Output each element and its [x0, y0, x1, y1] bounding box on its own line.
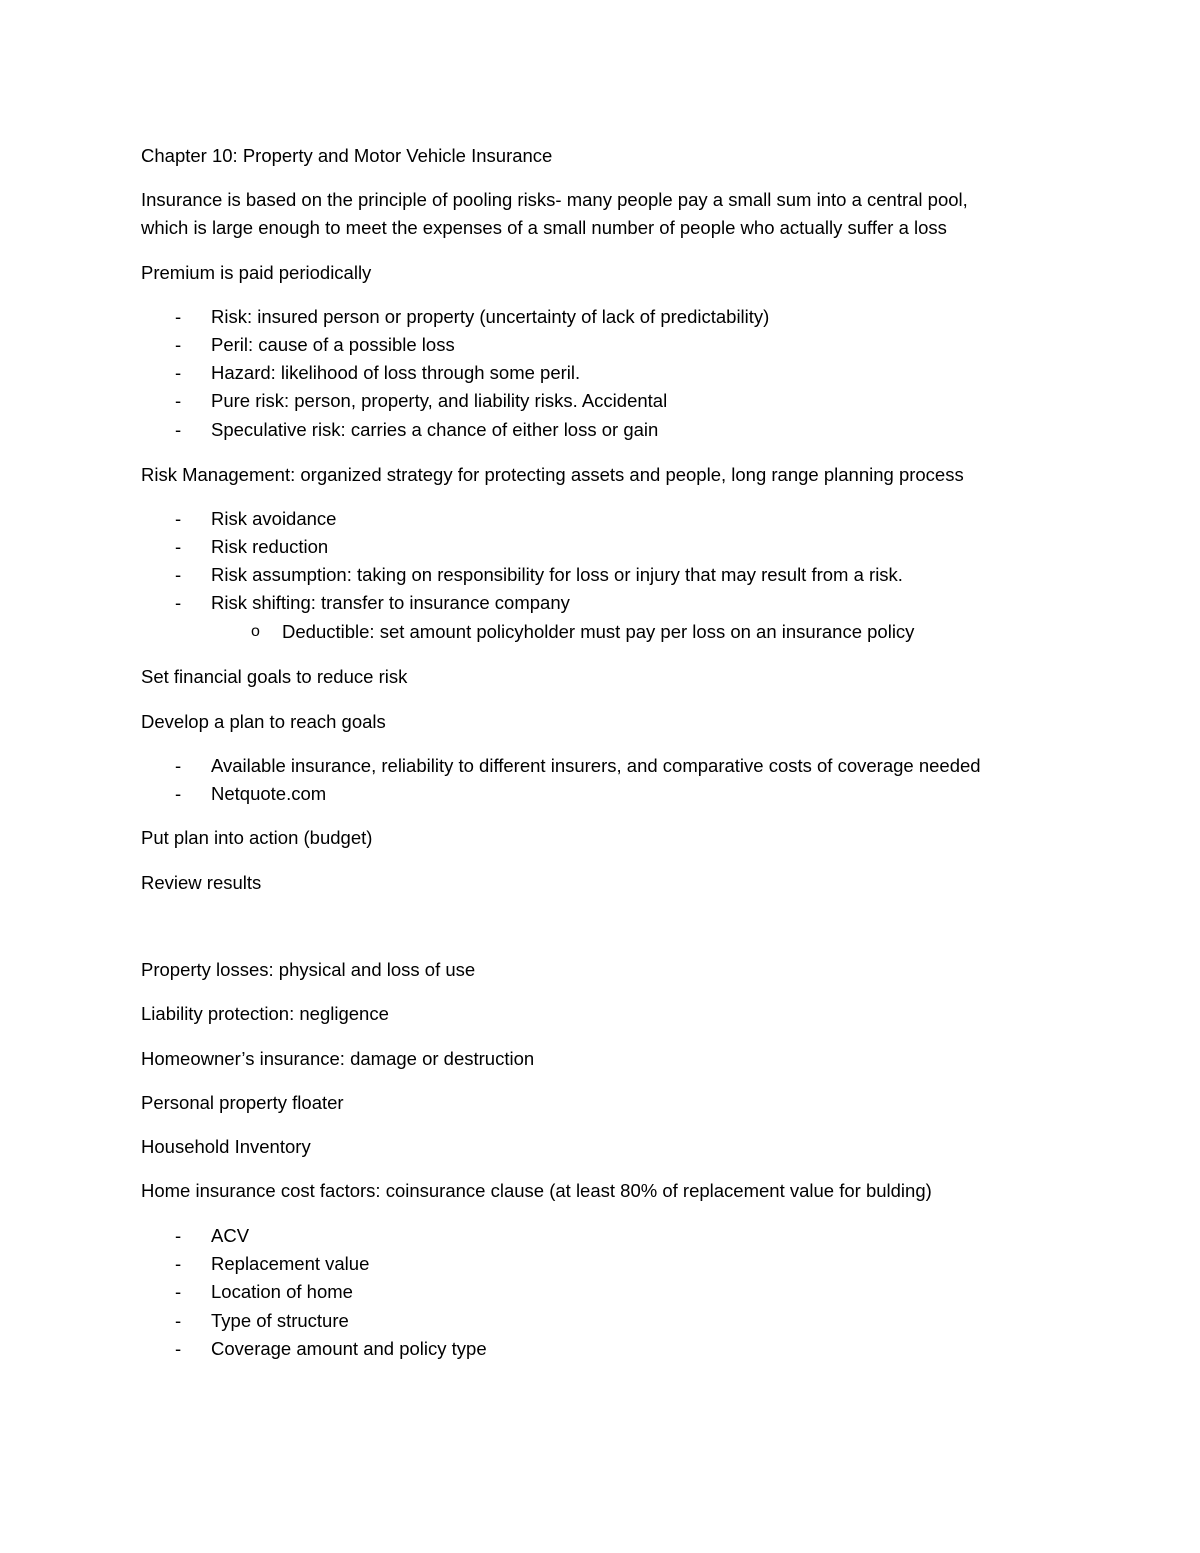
inventory-text: Household Inventory [141, 1136, 311, 1157]
sub-bullet-marker: o [251, 623, 260, 640]
bullet-marker: - [175, 390, 182, 411]
list-item-location: Location of home [211, 1281, 353, 1302]
list-item-risk: Risk: insured person or property (uncertainty of lack of predictability) [211, 306, 770, 327]
property-losses-text: Property losses: physical and loss of use [141, 959, 476, 980]
list-item-peril: Peril: cause of a possible loss [211, 334, 455, 355]
list-item-available-insurance: Available insurance, reliability to different insurers, and comparative costs of coverage needed [211, 755, 981, 776]
list-item-risk-shifting: Risk shifting: transfer to insurance company [211, 592, 570, 613]
review-text: Review results [141, 872, 262, 893]
list-item-risk-avoidance: Risk avoidance [211, 508, 337, 529]
list-item-risk-assumption: Risk assumption: taking on responsibility for loss or injury that may result from a risk. [211, 564, 903, 585]
bullet-marker: - [175, 1225, 182, 1246]
bullet-marker: - [175, 755, 182, 776]
bullet-marker: - [175, 508, 182, 529]
bullet-marker: - [175, 1281, 182, 1302]
list-item-replacement-value: Replacement value [211, 1253, 370, 1274]
bullet-marker: - [175, 362, 182, 383]
bullet-marker: - [175, 1310, 182, 1331]
bullet-marker: - [175, 1338, 182, 1359]
bullet-marker: - [175, 564, 182, 585]
bullet-marker: - [175, 1253, 182, 1274]
intro-paragraph-line-1: Insurance is based on the principle of pooling risks- many people pay a small sum into a central pool, [141, 189, 968, 210]
bullet-marker: - [175, 419, 182, 440]
list-item-netquote: Netquote.com [211, 783, 327, 804]
list-item-acv: ACV [211, 1225, 250, 1246]
set-goals-text: Set financial goals to reduce risk [141, 666, 408, 687]
bullet-marker: - [175, 592, 182, 613]
put-plan-text: Put plan into action (budget) [141, 827, 373, 848]
floater-text: Personal property floater [141, 1092, 344, 1113]
develop-plan-text: Develop a plan to reach goals [141, 711, 386, 732]
cost-factors-text: Home insurance cost factors: coinsurance clause (at least 80% of replacement value for bulding) [141, 1180, 932, 1201]
list-item-coverage-amount: Coverage amount and policy type [211, 1338, 487, 1359]
list-item-structure-type: Type of structure [211, 1310, 349, 1331]
list-item-hazard: Hazard: likelihood of loss through some peril. [211, 362, 581, 383]
bullet-marker: - [175, 536, 182, 557]
liability-text: Liability protection: negligence [141, 1003, 389, 1024]
risk-management-text: Risk Management: organized strategy for protecting assets and people, long range planning process [141, 464, 964, 485]
bullet-marker: - [175, 306, 182, 327]
intro-paragraph-line-2: which is large enough to meet the expenses of a small number of people who actually suffer a loss [141, 217, 947, 238]
list-item-risk-reduction: Risk reduction [211, 536, 329, 557]
chapter-title: Chapter 10: Property and Motor Vehicle Insurance [141, 145, 553, 166]
homeowners-text: Homeowner’s insurance: damage or destruction [141, 1048, 535, 1069]
premium-text: Premium is paid periodically [141, 262, 372, 283]
sub-item-deductible: Deductible: set amount policyholder must pay per loss on an insurance policy [282, 621, 915, 642]
bullet-marker: - [175, 334, 182, 355]
list-item-speculative-risk: Speculative risk: carries a chance of either loss or gain [211, 419, 659, 440]
bullet-marker: - [175, 783, 182, 804]
list-item-pure-risk: Pure risk: person, property, and liability risks. Accidental [211, 390, 668, 411]
